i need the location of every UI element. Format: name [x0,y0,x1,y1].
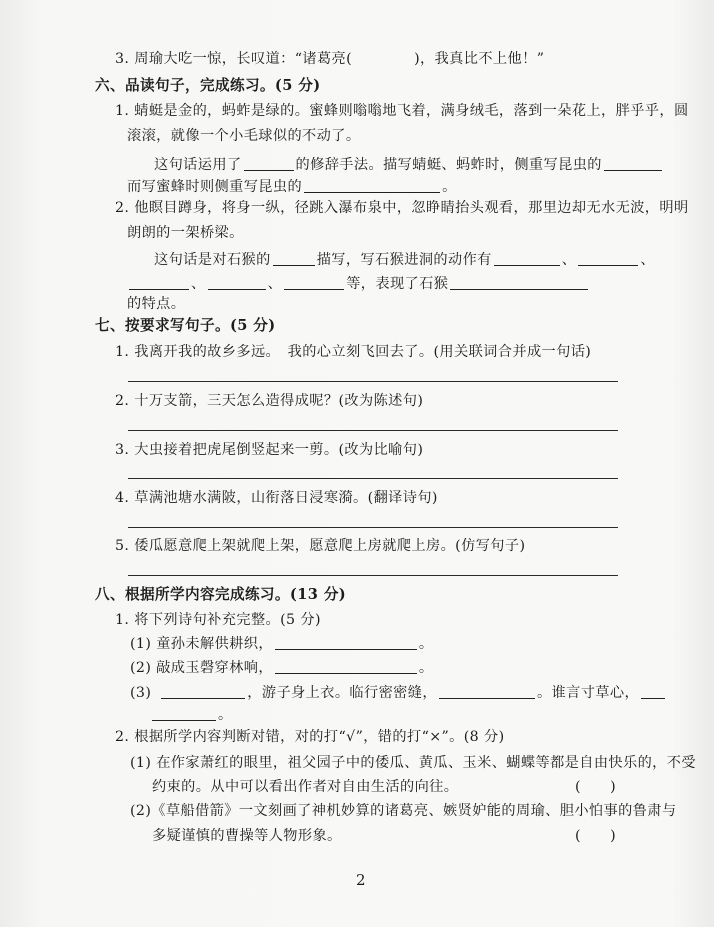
task-2-sep: 、 [191,276,206,292]
page-number: 2 [356,871,366,889]
poem-line-3-end: 。 [218,707,233,723]
task-2-sep: 、 [640,252,655,268]
poem-line-1 [130,634,434,654]
task-1-text-a: 这句话运用了 [154,157,242,173]
task-2-text-c: 等，表现了石猴 [346,276,449,292]
answer-blank[interactable] [304,177,440,193]
poem-line-2-text: (2) 敲成玉磬穿林响， [130,660,273,676]
task-1-text-b: 的修辞手法。描写蜻蜓、蚂蚱时，侧重写昆虫的 [295,157,602,173]
task-2-text-b: 描写，写石猴进洞的动作有 [316,252,492,268]
question-3-text: 3. 周瑜大吃一惊，长叹道：“诸葛亮( [115,51,353,67]
answer-blank[interactable] [439,683,535,699]
answer-line[interactable] [128,527,618,528]
poem-line-3 [130,683,667,703]
task-2-sep: 、 [561,252,577,268]
section-7-heading: 七、按要求写句子。(5 分) [95,317,276,334]
task-1-line-2 [127,177,457,197]
task-1-text-c: 而写蜜蜂时则侧重写昆虫的 [127,179,303,195]
answer-blank[interactable] [494,250,560,266]
passage-2-line-2: 朗朗的一架桥梁。 [127,225,244,241]
judge-item-1-line-1: (1) 在作家萧红的眼里，祖父园子中的倭瓜、黄瓜、玉米、蝴蝶等都是自由快乐的，不受 [130,755,696,771]
answer-blank[interactable] [208,274,266,290]
passage-1-line-1: 1. 蜻蜓是金的，蚂蚱是绿的。蜜蜂则嗡嗡地飞着，满身绒毛，落到一朵花上，胖乎乎，圆 [115,103,689,119]
rewrite-question-1: 1. 我离开我的故乡多远。 我的心立刻飞回去了。(用关联词合并成一句话) [115,344,592,360]
rewrite-question-2: 2. 十万支箭，三天怎么造得成呢？(改为陈述句) [115,393,424,409]
poem-line-1-end: 。 [418,636,434,652]
task-2-line-3: 的特点。 [127,296,186,312]
judge-answer-box-2[interactable]: ( ) [575,828,617,844]
task-1-text-d: 。 [442,179,457,195]
answer-blank[interactable] [641,683,665,699]
task-2-sep: 、 [267,276,283,292]
judge-task-heading: 2. 根据所学内容判断对错，对的打“√”，错的打“×”。(8 分) [115,729,505,745]
poem-line-3-cont [152,705,233,725]
poem-task-heading: 1. 将下列诗句补充完整。(5 分) [115,612,321,628]
answer-line[interactable] [128,430,618,431]
rewrite-question-5: 5. 倭瓜愿意爬上架就爬上架，愿意爬上房就爬上房。(仿写句子) [115,538,526,554]
question-3-line [115,49,544,69]
answer-blank[interactable] [152,705,216,721]
passage-1-line-2: 滚滚，就像一个小毛球似的不动了。 [127,128,361,144]
answer-blank[interactable] [578,250,638,266]
judge-item-2-line-2: 多疑谨慎的曹操等人物形象。 [152,828,342,844]
judge-item-1-line-2: 约束的。从中可以看出作者对自由生活的向往。 [152,779,459,795]
answer-blank[interactable] [284,274,344,290]
answer-blank[interactable] [450,274,588,290]
rewrite-question-4: 4. 草满池塘水满陂，山衔落日浸寒漪。(翻译诗句) [115,490,438,506]
answer-blank[interactable] [604,155,662,171]
task-2-line-2 [127,274,590,294]
answer-line[interactable] [128,575,618,576]
poem-line-3-text-b: 。谁言寸草心， [536,685,640,701]
poem-line-3-text: ，游子身上衣。临行密密缝， [247,685,437,701]
task-1-line-1 [154,155,664,175]
answer-blank[interactable] [129,274,189,290]
answer-line[interactable] [128,478,618,479]
judge-answer-box-1[interactable]: ( ) [575,779,617,795]
task-2-line-1 [154,250,655,270]
task-2-text-a: 这句话是对石猴的 [154,252,271,268]
poem-line-2-end: 。 [418,660,434,676]
answer-blank[interactable] [275,658,417,674]
poem-line-2 [130,658,434,678]
answer-line[interactable] [128,381,618,382]
answer-blank[interactable] [275,634,417,650]
answer-blank[interactable] [244,155,294,171]
rewrite-question-3: 3. 大虫接着把虎尾倒竖起来一剪。(改为比喻句) [115,442,424,458]
answer-blank[interactable] [273,250,315,266]
section-6-heading: 六、品读句子，完成练习。(5 分) [95,77,321,94]
answer-blank[interactable] [354,50,412,65]
question-3-text-end: )，我真比不上他！” [414,51,545,67]
poem-line-3-label: (3) [130,685,152,701]
section-8-heading: 八、根据所学内容完成练习。(13 分) [95,586,347,603]
answer-blank[interactable] [161,683,245,699]
poem-line-1-text: (1) 童孙未解供耕织， [130,636,273,652]
passage-2-line-1: 2. 他瞑目蹲身，将身一纵，径跳入瀑布泉中，忽睁睛抬头观看，那里边却无水无波，明明 [115,200,689,216]
judge-item-2-line-1: (2)《草船借箭》一文刻画了神机妙算的诸葛亮、嫉贤妒能的周瑜、胆小怕事的鲁肃与 [130,803,677,819]
